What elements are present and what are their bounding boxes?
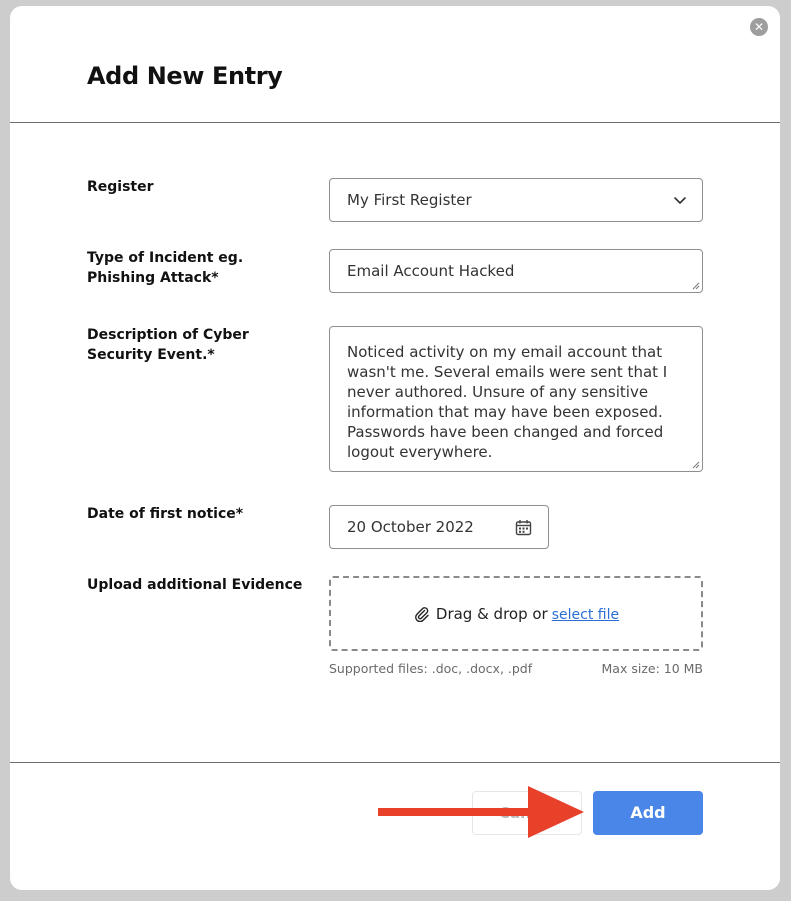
header-divider xyxy=(10,122,780,123)
max-size-hint: Max size: 10 MB xyxy=(601,661,703,676)
add-button[interactable]: Add xyxy=(593,791,703,835)
register-select[interactable] xyxy=(329,178,703,222)
description-textarea[interactable] xyxy=(329,326,703,472)
description-label: Description of Cyber Security Event.* xyxy=(87,327,249,363)
add-entry-dialog xyxy=(10,6,780,890)
calendar-icon[interactable] xyxy=(515,519,532,536)
resize-grip-icon[interactable] xyxy=(691,460,700,469)
incident-type-label: Type of Incident eg. Phishing Attack* xyxy=(87,250,244,286)
footer-divider xyxy=(10,762,780,763)
drop-text: Drag & drop or xyxy=(435,605,548,623)
supported-files-hint: Supported files: .doc, .docx, .pdf xyxy=(329,661,533,676)
chevron-down-icon xyxy=(672,192,688,208)
dialog-title: Add New Entry xyxy=(87,62,283,90)
red-arrow-icon xyxy=(376,784,586,840)
register-label: Register xyxy=(87,179,154,195)
register-value: My First Register xyxy=(347,191,472,209)
first-notice-label: Date of first notice* xyxy=(87,506,244,522)
resize-grip-icon[interactable] xyxy=(691,281,700,290)
incident-type-input[interactable] xyxy=(329,249,703,293)
evidence-dropzone[interactable] xyxy=(329,576,703,651)
paperclip-icon xyxy=(413,605,430,622)
incident-type-value: Email Account Hacked xyxy=(347,262,515,280)
close-icon[interactable]: ✕ xyxy=(750,18,768,36)
first-notice-date-input[interactable] xyxy=(329,505,549,549)
description-value: Noticed activity on my email account that wasn't me. Several emails were sent that I never authored. Unsure of any sensitive information that may have been exposed. Passwords have been changed and forced logout everywhere. xyxy=(347,343,668,461)
first-notice-date-value: 20 October 2022 xyxy=(347,518,474,536)
evidence-label: Upload additional Evidence xyxy=(87,577,303,593)
select-file-link[interactable]: select file xyxy=(551,607,620,623)
